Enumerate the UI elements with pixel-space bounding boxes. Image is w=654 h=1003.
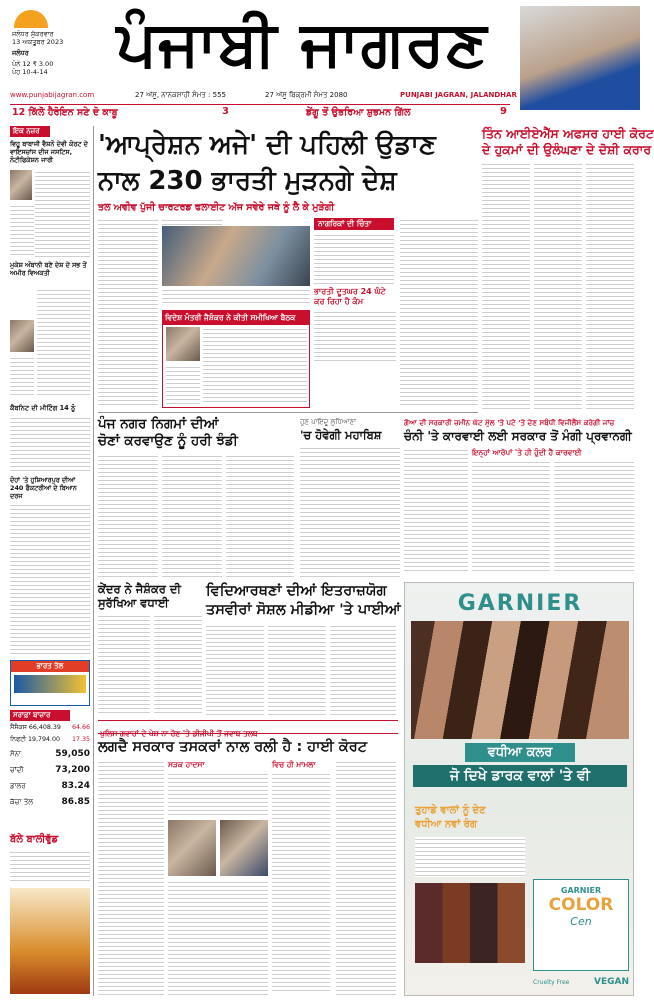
garnier-ad-sub-a: ਤੁਹਾਡੇ ਵਾਲਾਂ ਨੂੰ ਦੇਣ <box>415 805 486 816</box>
brief-1-photo <box>10 170 32 200</box>
market-row-3-label: ਸੋਨਾ <box>10 750 22 758</box>
ias-text-2 <box>534 162 582 412</box>
ias-text-1 <box>482 162 530 412</box>
vidyarthi-headline-2[interactable]: ਤਸਵੀਰਾਂ ਸੋਸ਼ਲ ਮੀਡੀਆ 'ਤੇ ਪਾਈਆਂ <box>206 602 401 618</box>
fuel-ad[interactable] <box>10 660 90 706</box>
garnier-badge-vegan: VEGAN <box>594 977 629 987</box>
vidyarthi-text-3 <box>330 624 396 716</box>
market-row-1 <box>10 724 90 732</box>
channi-text-2 <box>472 460 550 574</box>
market-title: ਸਰਾਫ਼ਾ ਬਾਜ਼ਾਰ <box>10 710 70 721</box>
brief-2-photo <box>10 320 34 352</box>
market-row-2-label: ਨਿਫਟੀ 19,794.00 <box>10 736 61 743</box>
market-row-5-label: ਡਾਲਰ <box>10 782 26 790</box>
market-row-2 <box>10 736 90 744</box>
punj-nagar-text-1 <box>98 454 158 578</box>
market-row-1-value: 64.66 <box>71 724 90 731</box>
jaishankar-headline-1[interactable]: ਕੇਂਦਰ ਨੇ ਜੈਸ਼ੰਕਰ ਦੀ <box>98 582 181 596</box>
ludhiana-kicker: ਹੁਣ ਪਾਇਦੂ ਲੁਧਿਆਣਾ <box>300 418 357 426</box>
fuel-ad-title: ਭਾਰਤ ਤੇਲ <box>11 661 89 672</box>
website-url[interactable]: www.punjabijagran.com <box>10 91 95 99</box>
channi-sub: ਇਨ੍ਹਾਂ ਆਰੋਪਾਂ 'ਤੇ ਹੀ ਹੁੰਦੀ ਹੈ ਕਾਰਵਾਈ <box>472 448 582 457</box>
market-box <box>10 710 90 830</box>
lead-sidebar <box>314 218 478 408</box>
dateline-nanakshahi: 27 ਅੱਸੂ, ਨਾਨਕਸ਼ਾਹੀ ਸੰਮਤ : 555 <box>135 91 227 99</box>
bollywood-heading[interactable]: ਬੱਲੇ ਬਾਲੀਵੁੱਡ <box>10 834 59 845</box>
lead-photo-caption <box>162 288 310 306</box>
court-box-text <box>272 772 330 992</box>
garnier-product-script: Cen <box>570 915 592 928</box>
road-accident-box <box>168 760 268 996</box>
market-row-3 <box>10 750 90 759</box>
road-accident-label: ਸੜਕ ਹਾਦਸਾ <box>168 760 205 769</box>
jaishankar-photo <box>166 327 200 361</box>
accident-photo-1 <box>168 820 216 876</box>
review-meeting-box <box>162 310 310 408</box>
edition-day: ਜਲੰਧਰ ਸ਼ੁੱਕਰਵਾਰ <box>12 30 54 38</box>
jaishankar-headline-2[interactable]: ਸੁਰੱਖਿਆ ਵਧਾਈ <box>98 596 169 610</box>
edition-city: ਜਲੰਧਰ <box>12 49 29 57</box>
brief-label: ਇਕ ਨਜ਼ਰ <box>10 126 50 137</box>
garnier-badge-cruelty: Cruelty Free <box>533 979 570 986</box>
market-row-4-value: 73,200 <box>55 765 90 775</box>
vidyarthi-text-1 <box>206 624 264 716</box>
court-box-label: ਵਿਚ ਹੀ ਮਾਮਲਾ <box>272 760 316 769</box>
brief-1-text <box>35 170 90 258</box>
top-teaser-strip <box>10 104 510 120</box>
masthead <box>0 0 640 100</box>
punj-nagar-headline-2[interactable]: ਚੋਣਾਂ ਕਰਵਾਉਣ ਨੂੰ ਹਰੀ ਝੰਡੀ <box>98 433 238 449</box>
market-row-1-label: ਸੈਂਸੈਕਸ 66,408.39 <box>10 724 61 731</box>
market-row-2-value: 17.35 <box>71 736 90 743</box>
garnier-product-brand: GARNIER <box>560 886 602 895</box>
teaser-left-page: 3 <box>222 106 229 117</box>
garnier-ad-brand: GARNIER <box>457 591 583 616</box>
brief-4-headline[interactable]: ਦੋਹਾਂ 'ਤੇ ਹੁਸ਼ਿਆਰਪੁਰ ਦੀਆਂ 240 ਫੈਕਟਰੀਆਂ ਦੇ ਬਿਆਨ ਦਰਜ <box>10 476 77 500</box>
brief-2-text <box>37 288 90 398</box>
brief-4-text <box>10 503 90 657</box>
lead-sidebar-text <box>314 233 394 285</box>
ludhiana-headline[interactable]: 'ਚ ਹੋਵੇਗੀ ਮਹਾਬਿਸ਼ <box>300 428 382 442</box>
ludhiana-text <box>300 446 400 578</box>
channi-headline[interactable]: ਚੰਨੀ 'ਤੇ ਕਾਰਵਾਈ ਲਈ ਸਰਕਾਰ ਤੋਂ ਮੰਗੀ ਪ੍ਰਵਾਨਗੀ <box>404 429 632 443</box>
dateline-jalandhar: PUNJABI JAGRAN, JALANDHAR <box>400 91 517 99</box>
garnier-ad-small-text <box>415 837 525 877</box>
bollywood-ad[interactable] <box>10 888 90 994</box>
market-row-5 <box>10 782 90 791</box>
brief-1-text-b <box>10 204 34 258</box>
edition-date: 13 ਅਕਤੂਬਰ 2023 <box>12 38 64 46</box>
market-row-4-label: ਚਾਂਦੀ <box>10 766 24 774</box>
market-row-6-label: ਕੱਚਾ ਤੇਲ <box>10 798 33 806</box>
teaser-right[interactable]: ਡੇਂਗੂ ਤੋਂ ਉਭਰਿਆ ਸ਼ੁਭਮਨ ਗਿੱਲ <box>306 107 411 118</box>
brief-2-text-b <box>10 356 34 398</box>
lead-text-col1 <box>98 218 158 408</box>
teaser-left[interactable]: 12 ਕਿੱਲੋ ਹੈਰੋਇਨ ਸਣੇ ਦੋ ਕਾਬੂ <box>12 107 118 118</box>
market-row-5-value: 83.24 <box>61 781 90 791</box>
lead-photo-travellers <box>162 226 310 286</box>
bollywood-text <box>10 850 90 884</box>
market-row-3-value: 59,050 <box>55 749 90 759</box>
road-accident-text-2 <box>168 880 268 996</box>
garnier-ad-models <box>411 621 629 739</box>
vidyarthi-headline-1[interactable]: ਵਿਦਿਆਰਥਣਾਂ ਦੀਆਂ ਇਤਰਾਜ਼ਯੋਗ <box>206 583 387 599</box>
masthead-edition-info <box>12 30 88 76</box>
court-box <box>272 760 396 996</box>
teaser-right-page: 9 <box>500 106 507 117</box>
channi-text-1 <box>404 448 468 574</box>
lead-sidebar-label: ਨਾਗਰਿਕਾਂ ਦੀ ਚਿੰਤਾ <box>314 218 394 230</box>
left-column-rule <box>93 126 94 996</box>
sarkar-headline[interactable]: ਲਗਦੈ ਸਰਕਾਰ ਤਸਕਰਾਂ ਨਾਲ ਰਲੀ ਹੈ : ਹਾਈ ਕੋਰਟ <box>98 739 368 755</box>
ias-visible <box>482 126 654 412</box>
lead-kicker: ਤਲ ਅਵੀਵ ਪੁੱਜੀ ਚਾਰਟਰਡ ਫਲਾਈਟ ਅੱਜ ਸਵੇਰੇ ਜਥੇ ਨੂੰ ਲੈ ਕੇ ਮੁੜੇਗੀ <box>98 202 335 213</box>
masthead-sun-logo <box>14 10 48 28</box>
channi-text-3 <box>554 460 634 574</box>
newspaper-logo: ਪੰਜਾਬੀ ਜਾਗਰਣ <box>116 7 488 80</box>
brief-2-headline[interactable]: ਮੁਕੇਸ਼ ਅੰਬਾਨੀ ਬਣੇ ਦੇਸ਼ ਦੇ ਸਭ ਤੋਂ ਅਮੀਰ ਵਿਅਕਤੀ <box>10 261 87 277</box>
punj-nagar-headline-1[interactable]: ਪੰਜ ਨਗਰ ਨਿਗਮਾਂ ਦੀਆਂ <box>98 416 219 432</box>
garnier-product-box <box>533 879 629 971</box>
fuel-ad-band <box>14 675 86 693</box>
police-strip-text[interactable]: ਪੁਲਿਸ ਗਵਾਹਾਂ ਦੇ ਪੇਸ਼ ਨਾ ਹੋਣ 'ਤੇ ਡੀਜੀਪੀ ਤੋਂ ਜਵਾਬ ਤਲਬ <box>100 729 258 738</box>
lead-headline-line1[interactable]: 'ਆਪ੍ਰੇਸ਼ਨ ਅਜੇ' ਦੀ ਪਹਿਲੀ ਉਡਾਣ <box>98 130 436 160</box>
lead-bottom-rule <box>98 412 478 413</box>
jaishankar-text-1 <box>98 614 150 714</box>
cricketer-photo <box>520 6 640 110</box>
market-row-4 <box>10 766 90 775</box>
police-strip <box>98 720 398 738</box>
review-meeting-headline[interactable]: ਵਿਦੇਸ਼ ਮੰਤਰੀ ਜੈਸ਼ੰਕਰ ਨੇ ਕੀਤੀ ਸਮੀਖਿਆ ਬੈਠਕ <box>163 311 309 325</box>
brief-1-headline[interactable]: ਵਿਹੂ ਬਾਬਾਜੀ ਵੈਸ਼ਨੋ ਦੇਵੀ ਕੋਰਟ ਦੇ ਵਾਇਸਚਾਂਸ ਦੀਜ ਜਸਟਿਸ, ਨੋਟੀਫਿਕੇਸ਼ਨ ਜਾਰੀ <box>10 140 88 164</box>
garnier-product-name: COLOR <box>548 895 614 915</box>
goa-kicker: ਗੋਆ ਦੀ ਸਰਕਾਰੀ ਜ਼ਮੀਨ ਘੱਟ ਮੁੱਲ 'ਤੇ ਪਟੇ 'ਤੇ ਦੇਣ ਸਬੰਧੀ ਵਿਜੀਲੈਂਸ ਕਰੇਗੀ ਜਾਂਚ <box>404 418 615 427</box>
sarkar-text-1 <box>98 760 164 996</box>
brief-3-text <box>10 416 90 472</box>
left-column <box>10 126 90 996</box>
court-box-text-2 <box>336 760 396 996</box>
dateline-bikrami: 27 ਅੱਸੂ ਬਿਕ੍ਰਮੀ ਸੰਮਤ 2080 <box>265 91 348 99</box>
market-row-6 <box>10 798 90 807</box>
lead-sidebar-headline[interactable]: ਭਾਰਤੀ ਦੂਤਘਰ 24 ਘੰਟੇ ਕਰ ਰਿਹਾ ਹੈ ਕੰਮ <box>314 287 386 306</box>
lead-sidebar-text2 <box>314 310 396 364</box>
garnier-ad[interactable] <box>404 582 634 996</box>
ias-text-3 <box>586 162 634 412</box>
accident-photo-2 <box>220 820 268 876</box>
garnier-ad-tagline-a: ਵਧੀਆ ਕਲਰ <box>465 743 575 762</box>
lead-sidebar-col2 <box>400 218 478 408</box>
brief-3-headline[interactable]: ਕੈਬਨਿਟ ਦੀ ਮੀਟਿੰਗ 14 ਨੂੰ <box>10 404 76 412</box>
edition-pages: ਪੋਹ 10-4-14 <box>12 68 48 76</box>
jaishankar-text-2 <box>154 614 202 714</box>
review-meeting-text <box>203 327 307 405</box>
review-meeting-text2 <box>166 365 200 405</box>
garnier-ad-tagline-b: ਜੋ ਦਿਖੇ ਡਾਰਕ ਵਾਲਾਂ 'ਤੇ ਵੀ <box>413 765 627 787</box>
road-accident-text <box>168 772 268 818</box>
ias-headline-2[interactable]: ਦੇ ਹੁਕਮਾਂ ਦੀ ਉਲੰਘਣਾ ਦੇ ਦੋਸ਼ੀ ਕਰਾਰ <box>482 142 652 157</box>
garnier-ad-colors <box>415 883 525 963</box>
vidyarthi-text-2 <box>268 624 326 716</box>
punj-nagar-text-3 <box>226 454 294 578</box>
edition-price: ਪੰਨੇ 12 ₹ 3.00 <box>12 60 54 68</box>
garnier-ad-sub-b: ਵਧੀਆ ਨਵਾਂ ਰੰਗ <box>415 819 477 830</box>
punj-nagar-text-2 <box>162 454 222 578</box>
ias-headline-1[interactable]: ਤਿੰਨ ਆਈਏਐੱਸ ਅਫਸਰ ਹਾਈ ਕੋਰਟ <box>482 126 654 141</box>
market-row-6-value: 86.85 <box>61 797 90 807</box>
lead-headline-line2[interactable]: ਨਾਲ 230 ਭਾਰਤੀ ਮੁੜਨਗੇ ਦੇਸ਼ <box>98 166 397 196</box>
